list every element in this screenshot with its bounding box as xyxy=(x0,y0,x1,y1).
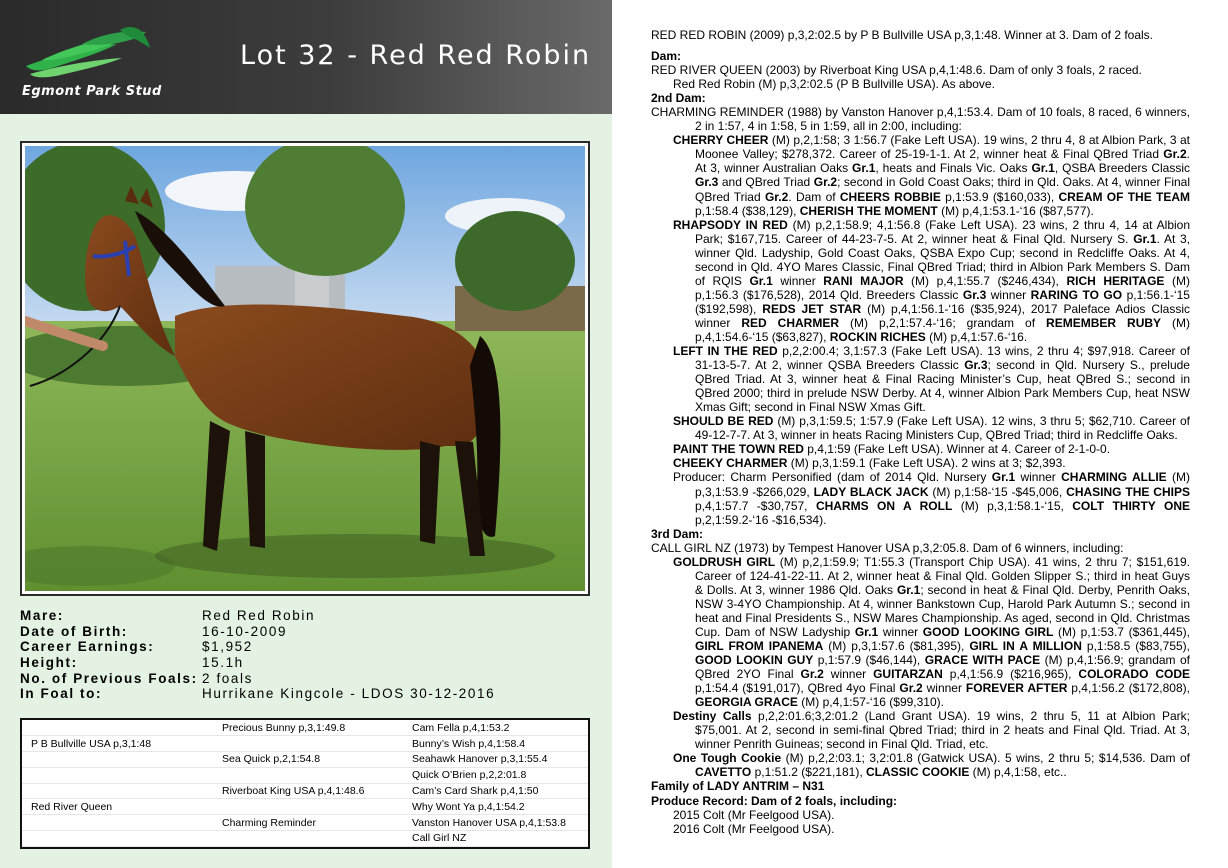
dam3-heading: 3rd Dam: xyxy=(651,526,704,541)
detail-row-height xyxy=(20,655,600,671)
pedigree-cell xyxy=(213,799,403,815)
pedigree-cell: Cam’s Card Shark p,4,1:50 xyxy=(403,783,588,799)
dam-line: RED RIVER QUEEN (2003) by Riverboat King USA p,4,1:48.6. Dam of only 3 foals, 2 raced. xyxy=(651,63,1142,78)
pedigree-cell: Sea Quick p,2,1:54.8 xyxy=(213,752,403,768)
detail-label: Mare: xyxy=(20,608,65,623)
dam3-entries xyxy=(651,555,1190,780)
intro-line: RED RED ROBIN (2009) p,3,2:02.5 by P B Bullville USA p,3,1:48. Winner at 3. Dam of 2 foals. xyxy=(651,28,1154,42)
lot-title: Lot 32 - Red Red Robin xyxy=(240,40,592,71)
pedigree-cell: Cam Fella p,4,1:53.2 xyxy=(403,720,588,736)
pedigree-cell: Seahawk Hanover p,3,1:55.4 xyxy=(403,752,588,768)
pedigree-cell: Red River Queen xyxy=(22,799,213,815)
pedigree-row xyxy=(22,815,588,831)
detail-value: Red Red Robin xyxy=(202,608,316,623)
detail-label: Career Earnings: xyxy=(20,639,155,655)
detail-value: 15.1h xyxy=(202,655,244,671)
pedigree-cell: Call Girl NZ xyxy=(403,831,588,847)
progeny-entry: CHEEKY CHARMER (M) p,3,1:59.1 (Fake Left USA). 2 wins at 3; $2,393. xyxy=(673,456,1066,471)
header-banner xyxy=(0,0,612,114)
progeny-entry: PAINT THE TOWN RED p,4,1:59 (Fake Left USA). Winner at 4. Career of 2-1-0-0. xyxy=(673,442,1111,457)
pedigree-cell xyxy=(22,815,213,831)
dam-sub: Red Red Robin (M) p,3,2:02.5 (P B Bullville USA). As above. xyxy=(673,77,995,92)
progeny-entry: One Tough Cookie (M) p,2,2:03.1; 3,2:01.8 (Gatwick USA). 5 wins, 2 thru 5; $14,536. Dam of CAVETTO p,1:51.2 ($221,181), CLASSIC COOKIE (M) p,4,1:58, etc.. xyxy=(673,751,1190,780)
progeny-entry: Destiny Calls p,2,2:01.6;3,2:01.2 (Land Grant USA). 19 wins, 2 thru 5, 11 at Albion Park; $75,001. At 2, second in semi-final Qbred Triad; third in 2 heats and Final Qld. Triad. At 3, winner Penrith Guineas; second in Final Qld. Triad, etc. xyxy=(673,709,1190,752)
dam2-entries xyxy=(651,133,1190,526)
brand-name: Egmont Park Stud xyxy=(22,84,162,99)
pedigree-row xyxy=(22,720,588,736)
progeny-entry: SHOULD BE RED (M) p,3,1:59.5; 1:57.9 (Fake Left USA). 12 wins, 3 thru 5; $62,710. Career of 49-12-7-7. At 3, winner in heats Racing Ministers Cup, QBred Triad; third in Redcliffe Oaks. xyxy=(673,414,1190,443)
pedigree-cell: Quick O’Brien p,2,2:01.8 xyxy=(403,767,588,783)
pedigree-table xyxy=(20,718,590,849)
mare-details xyxy=(20,608,600,702)
pedigree-cell: Charming Reminder xyxy=(213,815,403,831)
produce-heading: Produce Record: Dam of 2 foals, including: xyxy=(651,793,898,808)
dam2-line: CHARMING REMINDER (1988) by Vanston Hanover p,4,1:53.4. Dam of 10 foals, 8 raced, 6 winners, 2 in 1:57, 4 in 1:58, 5 in 1:59, all in 2:00, including: xyxy=(651,105,1190,134)
pedigree-cell xyxy=(22,783,213,799)
pedigree-row xyxy=(22,783,588,799)
detail-label: Height: xyxy=(20,655,78,671)
horse-photo xyxy=(25,146,585,591)
pedigree-cell: Bunny’s Wish p,4,1:58.4 xyxy=(403,736,588,752)
pedigree-cell xyxy=(213,831,403,847)
detail-value: $1,952 xyxy=(202,639,253,655)
progeny-entry: Producer: Charm Personified (dam of 2014 Qld. Nursery Gr.1 winner CHARMING ALLIE (M) p,3,1:53.9 -$266,029, LADY BLACK JACK (M) p,1:58-‘15 -$45,006, CHASING THE CHIPS p,4,1:57.7 -$30,757, CHARMS ON A ROLL (M) p,3,1:58.1-‘15, COLT THIRTY ONE p,2,1:59.2-‘16 -$16,534). xyxy=(673,470,1191,527)
pedigree-row xyxy=(22,736,588,752)
pedigree-cell xyxy=(22,752,213,768)
family-line: Family of LADY ANTRIM – N31 xyxy=(651,779,825,794)
detail-value: Hurrikane Kingcole - LDOS 30-12-2016 xyxy=(202,686,496,702)
detail-value: 16-10-2009 xyxy=(202,623,288,639)
detail-label: No. of Previous Foals: xyxy=(20,670,198,686)
horse-logo-icon xyxy=(22,26,154,80)
produce-item: 2015 Colt (Mr Feelgood USA). xyxy=(673,807,835,822)
pedigree-row xyxy=(22,752,588,768)
horse-photo-frame xyxy=(20,141,590,596)
detail-row-mare xyxy=(20,608,600,624)
progeny-entry: GOLDRUSH GIRL (M) p,2,1:59.9; T1:55.3 (Transport Chip USA). 41 wins, 2 thru 7; $151,619. Career of 124-41-22-11. At 2, winner heat & Final Qld. Golden Slipper S.; third in heat Guys & Dolls. At 3, winner 1986 Qld. Oaks Gr.1; second in heat & Final Qld. Derby, Penrith Oaks, NSW 3-4YO Championship. At 4, winner Bankstown Cup, Harold Park Autumn S.; second in heat and Final Presidents S., NSW Mares Championship. As aged, second in Qld. Christmas Cup. Dam of NSW Ladyship Gr.1 winner GOOD LOOKING GIRL (M) p,1:53.7 ($361,445), GIRL FROM IPANEMA (M) p,3,1:57.6 ($81,395), GIRL IN A MILLION p,1:58.5 ($83,755), GOOD LOOKIN GUY p,1:57.9 ($46,144), GRACE WITH PACE (M) p,4,1:56.9; grandam of QBred 2YO Final Gr.2 winner GUITARZAN p,4,1:56.9 ($216,965), COLORADO CODE p,1:54.4 ($191,017), QBred 4yo Final Gr.2 winner FOREVER AFTER p,4,1:56.2 ($172,808), GEORGIA GRACE (M) p,4,1:57-‘16 ($99,310). xyxy=(673,554,1191,710)
pedigree-notes xyxy=(651,28,1190,836)
pedigree-cell xyxy=(22,720,213,736)
progeny-entry: LEFT IN THE RED p,2,2:00.4; 3,1:57.3 (Fake Left USA). 13 wins, 2 thru 4; $97,918. Career of 31-13-5-7. At 2, winner QSBA Breeders Classic Gr.3; second in Qld. Nursery S., prelude QBred Triad. At 3, winner heat & Final Racing Minister’s Cup, heat QBred S.; second in QBred 2000; third in prelude NSW Derby. At 4, winner Albion Park Members Cup, heat NSW Xmas Gift; second in Final NSW Xmas Gift. xyxy=(673,344,1190,415)
progeny-entry: RHAPSODY IN RED (M) p,2,1:58.9; 4,1:56.8 (Fake Left USA). 23 wins, 2 thru 4, 14 at Albion Park; $167,715. Career of 44-23-7-5. At 2, winner heat & Final Qld. Nursery S. Gr.1. At 3, winner Qld. Ladyship, Gold Coast Oaks, QSBA Expo Cup; second in Redcliffe Oaks. At 4, second in Qld. 4YO Mares Classic, Final QBred Triad; third in Albion Park Members S. Dam of RQIS Gr.1 winner RANI MAJOR (M) p,4,1:55.7 ($246,434), RICH HERITAGE (M) p,1:56.3 ($176,528), 2014 Qld. Breeders Classic Gr.3 winner RARING TO GO p,1:56.1-‘15 ($192,598), REDS JET STAR (M) p,4,1:56.1-‘16 ($35,924), 2017 Paleface Adios Classic winner RED CHARMER (M) p,2,1:57.4-‘16; grandam of REMEMBER RUBY (M) p,4,1:54.6-‘15 ($63,827), ROCKIN RICHES (M) p,4,1:57.6-‘16. xyxy=(673,217,1191,344)
detail-row-in-foal xyxy=(20,686,600,702)
produce-item: 2016 Colt (Mr Feelgood USA). xyxy=(673,821,835,836)
pedigree-cell: Precious Bunny p,3,1:49.8 xyxy=(213,720,403,736)
dam-heading: Dam: xyxy=(651,49,682,64)
pedigree-body xyxy=(22,720,588,846)
detail-row-earnings xyxy=(20,639,600,655)
pedigree-row xyxy=(22,767,588,783)
detail-row-dob xyxy=(20,624,600,640)
detail-value: 2 foals xyxy=(202,670,253,686)
pedigree-cell: P B Bullville USA p,3,1:48 xyxy=(22,736,213,752)
pedigree-cell: Vanston Hanover USA p,4,1:53.8 xyxy=(403,815,588,831)
pedigree-cell: Why Wont Ya p,4,1:54.2 xyxy=(403,799,588,815)
detail-label: In Foal to: xyxy=(20,686,103,702)
detail-row-foals xyxy=(20,671,600,687)
pedigree-row xyxy=(22,799,588,815)
pedigree-cell xyxy=(22,831,213,847)
dam2-heading: 2nd Dam: xyxy=(651,91,706,106)
pedigree-cell xyxy=(213,736,403,752)
pedigree-cell xyxy=(213,767,403,783)
pedigree-cell xyxy=(22,767,213,783)
pedigree-row xyxy=(22,831,588,847)
dam3-line: CALL GIRL NZ (1973) by Tempest Hanover USA p,3,2:05.8. Dam of 6 winners, including: xyxy=(651,540,1124,555)
detail-label: Date of Birth: xyxy=(20,623,128,639)
pedigree-cell: Riverboat King USA p,4,1:48.6 xyxy=(213,783,403,799)
progeny-entry: CHERRY CHEER (M) p,2,1:58; 3 1:56.7 (Fake Left USA). 19 wins, 2 thru 4, 8 at Albion Park, 3 at Moonee Valley; $278,372. Career of 25-19-1-1. At 2, winner heat & Final QBred Triad Gr.2. At 3, winner Australian Oaks Gr.1, heats and Finals Vic. Oaks Gr.1, QSBA Breeders Classic Gr.3 and QBred Triad Gr.2; second in Gold Coast Oaks; third in Qld. Oaks. At 4, winner Final QBred Triad Gr.2. Dam of CHEERS ROBBIE p,1:53.9 ($160,033), CREAM OF THE TEAM p,1:58.4 ($38,129), CHERISH THE MOMENT (M) p,4,1:53.1-‘16 ($87,577). xyxy=(673,133,1191,218)
left-panel xyxy=(0,0,612,868)
